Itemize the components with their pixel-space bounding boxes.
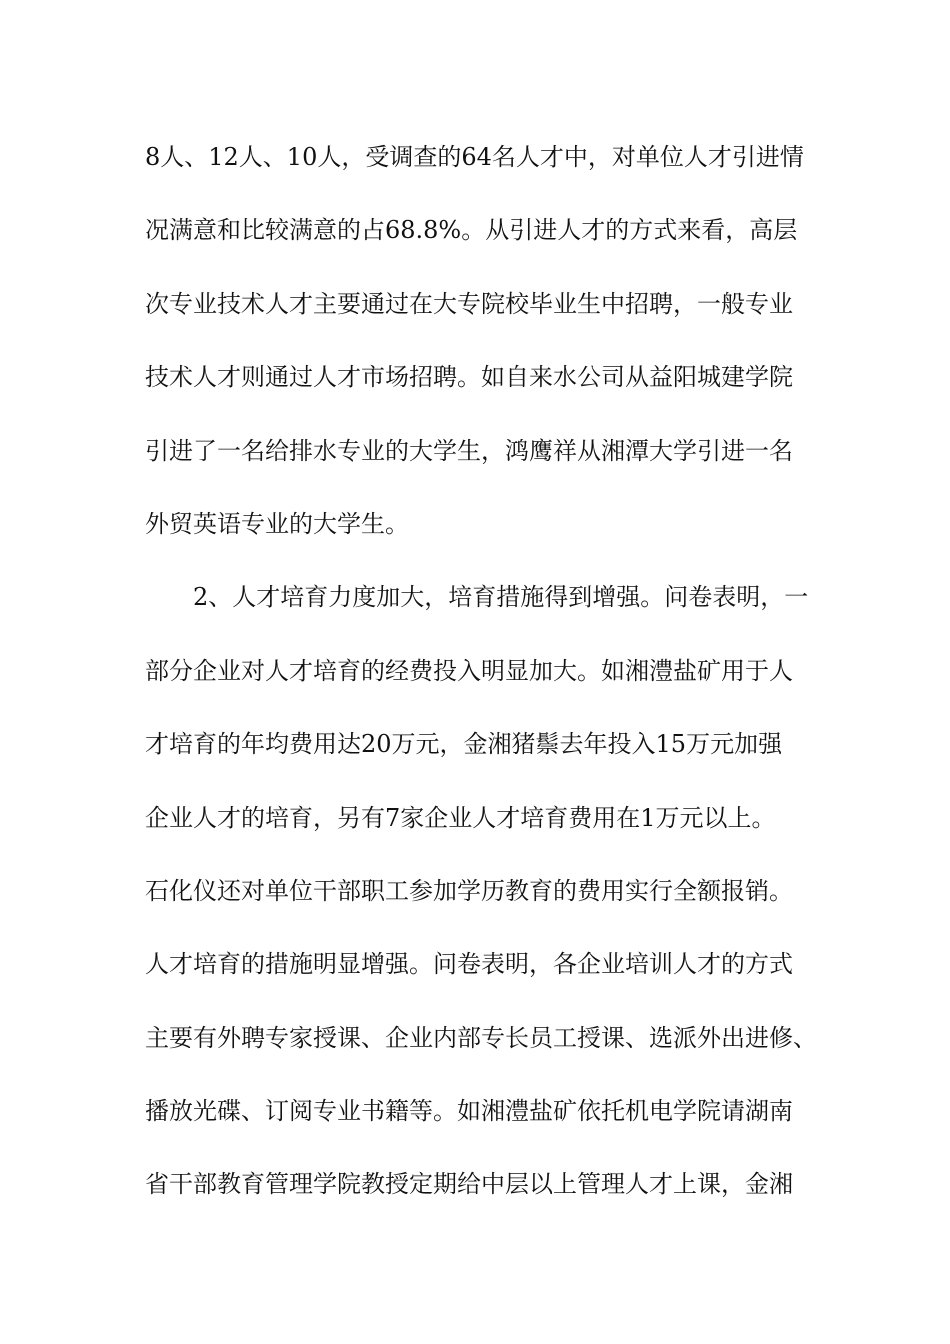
text-line: 引进了一名给排水专业的大学生，鸿鹰祥从湘潭大学引进一名 [145, 436, 793, 465]
text-line: 才培育的年均费用达20万元，金湘猪鬃去年投入15万元加强 [145, 730, 783, 759]
text-line: 省干部教育管理学院教授定期给中层以上管理人才上课，金湘 [145, 1170, 793, 1199]
text-line: 石化仪还对单位干部职工参加学历教育的费用实行全额报销。 [145, 876, 793, 905]
text-line: 外贸英语专业的大学生。 [145, 509, 409, 538]
text-line: 部分企业对人才培育的经费投入明显加大。如湘澧盐矿用于人 [145, 656, 793, 685]
text-line: 主要有外聘专家授课、企业内部专长员工授课、选派外出进修、 [145, 1023, 817, 1052]
text-line: 技术人才则通过人才市场招聘。如自来水公司从益阳城建学院 [145, 363, 793, 392]
text-line: 况满意和比较满意的占68.8%。从引进人才的方式来看，高层 [145, 216, 798, 245]
text-line: 播放光碟、订阅专业书籍等。如湘澧盐矿依托机电学院请湖南 [145, 1097, 793, 1126]
paragraph-start-line: 2、人才培育力度加大，培育措施得到增强。问卷表明，一 [193, 583, 809, 612]
text-line: 人才培育的措施明显增强。问卷表明，各企业培训人才的方式 [145, 950, 793, 979]
text-line: 次专业技术人才主要通过在大专院校毕业生中招聘，一般专业 [145, 289, 793, 318]
text-line: 8人、12人、10人，受调查的64名人才中，对单位人才引进情 [145, 143, 804, 171]
body-text [145, 132, 845, 1233]
text-line: 企业人才的培育，另有7家企业人才培育费用在1万元以上。 [145, 803, 776, 832]
